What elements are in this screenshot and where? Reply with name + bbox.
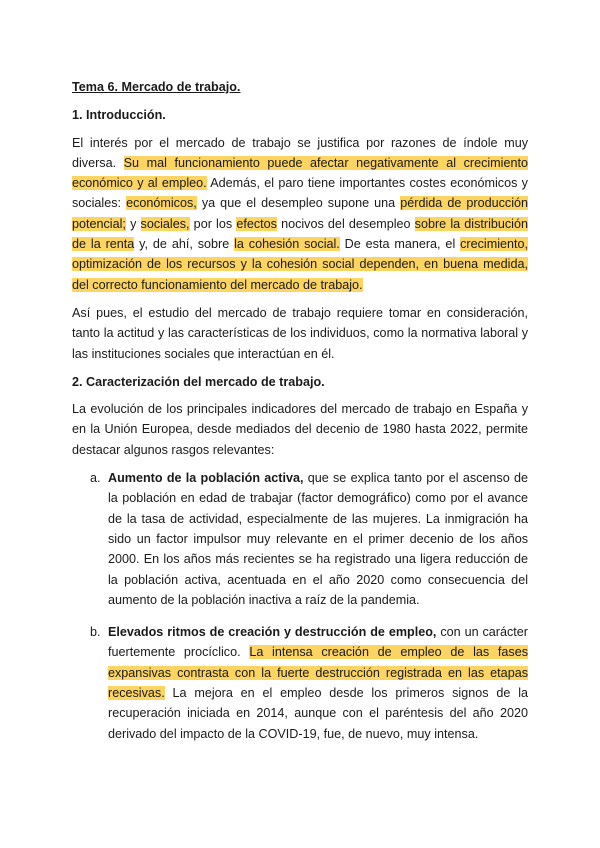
text-run: Además, el paro tiene importantes costes económicos y sociales: — [72, 176, 528, 211]
section-1-heading: 1. Introducción. — [72, 108, 166, 123]
highlighted-text: efectos — [236, 216, 277, 231]
list-item-a — [72, 468, 528, 610]
section-2-heading: 2. Caracterización del mercado de trabajo. — [72, 374, 325, 389]
text-run: que se explica tanto por el ascenso de la población en edad de trabajar (factor demográfico) como por el avance de la tasa de actividad, especialmente de las mujeres. La inmigración ha sido un factor impulsor muy relevante en el primer decenio de los años 2000. En los años más recientes se ha registrado una ligera reducción de la población activa, acentuada en el año 2020 como consecuencia del aumento de la población inactiva a raíz de la pandemia. — [108, 471, 528, 607]
list-item-b — [72, 622, 528, 744]
list-letter: a. — [90, 471, 101, 486]
text-run: De esta manera, el — [339, 237, 461, 252]
item-heading: Aumento de la población activa, — [108, 471, 304, 486]
text-run: La mejora en el empleo desde los primeros signos de la recuperación iniciada en 2014, aunque con el paréntesis del año 2020 derivado del impacto de la COVID-19, fue, de nuevo, muy intensa. — [108, 686, 528, 741]
text-run: ya que el desempleo supone una — [196, 196, 401, 211]
intro-paragraph — [72, 133, 528, 295]
text-run: El interés por el mercado de trabajo se justifica por razones de índole muy diversa. — [72, 135, 528, 170]
highlighted-text: pérdida de producción potencial; — [72, 196, 528, 231]
text-run: con un carácter fuertemente procíclico. — [108, 625, 528, 660]
highlighted-text: sociales, — [140, 216, 190, 231]
item-heading: Elevados ritmos de creación y destrucción de empleo, — [108, 625, 437, 640]
feature-list — [72, 468, 528, 744]
text-run: y — [125, 216, 141, 231]
highlighted-text: sobre la distribución de la renta — [72, 216, 528, 252]
highlighted-text: Su mal funcionamiento puede afectar negativamente al crecimiento económico y al empleo. — [72, 155, 528, 191]
second-paragraph: Así pues, el estudio del mercado de trabajo requiere tomar en consideración, tanto la actitud y las características de los individuos, como la normativa laboral y las instituciones sociales que interactúan en él. — [72, 305, 528, 361]
section-2-intro: La evolución de los principales indicadores del mercado de trabajo en España y en la Unión Europea, desde mediados del decenio de 1980 hasta 2022, permite destacar algunos rasgos relevantes: — [72, 402, 528, 457]
list-letter: b. — [90, 625, 101, 640]
highlighted-text: La intensa creación de empleo de las fases expansivas contrasta con la fuerte destrucción registrada en las etapas recesivas. — [108, 645, 528, 701]
page-title: Tema 6. Mercado de trabajo. — [72, 80, 241, 94]
text-run: nocivos del desempleo — [276, 216, 415, 231]
highlighted-text: crecimiento, optimización de los recursos y la cohesión social dependen, en buena medida, del correcto funcionamiento del mercado de trabajo. — [72, 237, 529, 292]
highlighted-text: económicos, — [126, 196, 197, 211]
text-run: por los — [189, 216, 237, 231]
text-run: y, de ahí, sobre — [134, 237, 235, 252]
highlighted-text: la cohesión social. — [234, 237, 340, 252]
